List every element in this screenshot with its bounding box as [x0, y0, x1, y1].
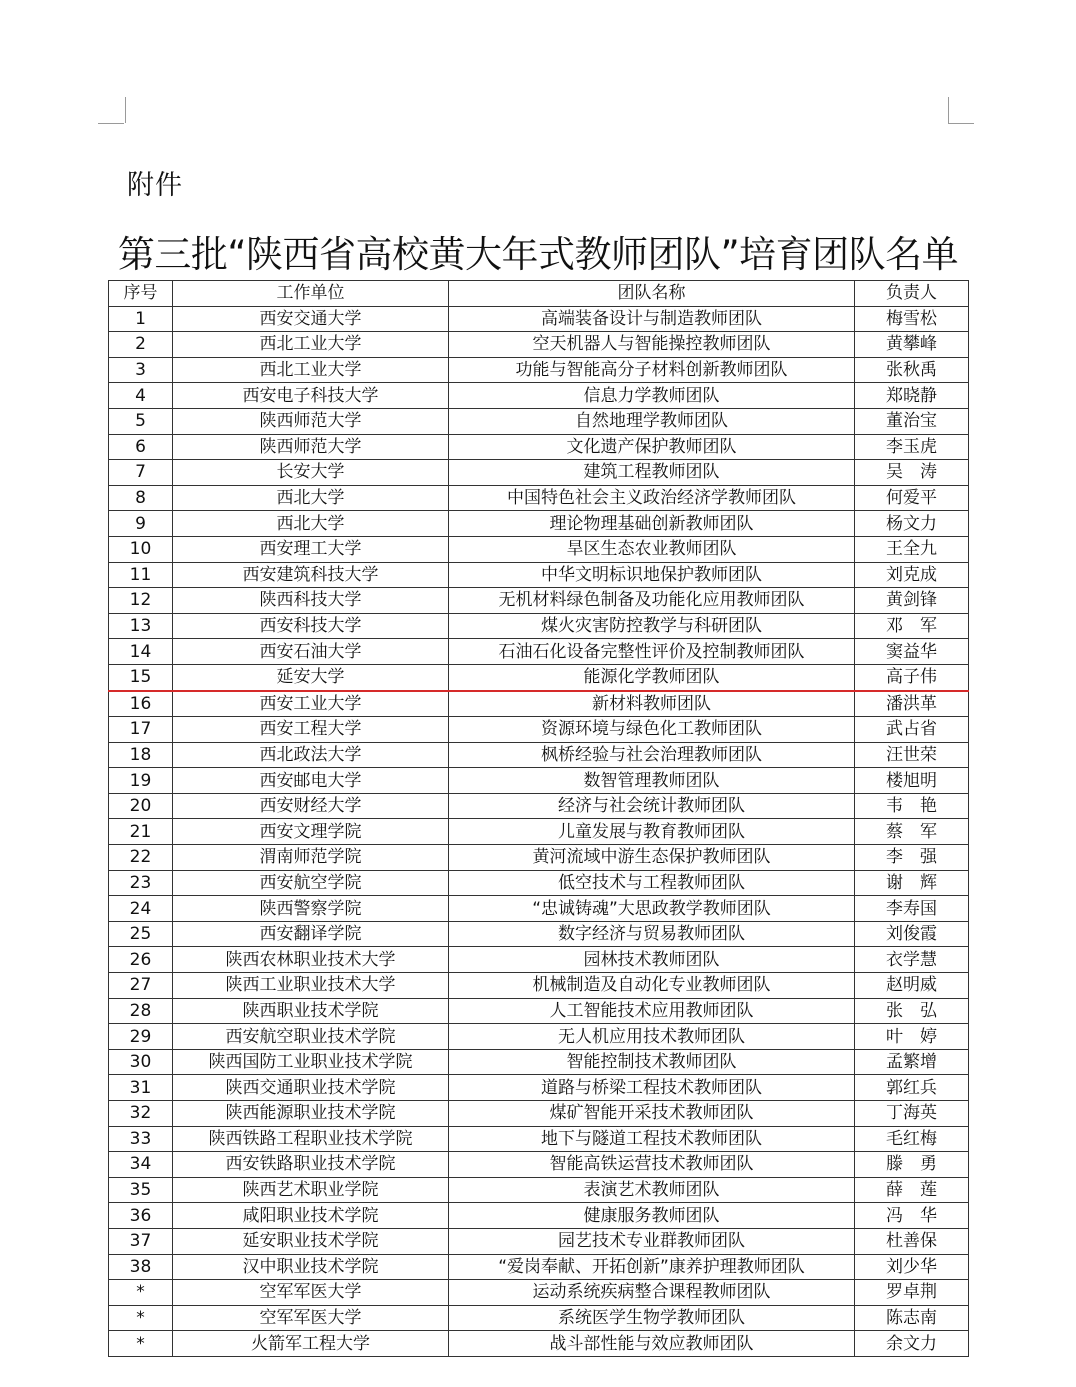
cell-unit: 陕西交通职业技术学院	[173, 1075, 449, 1101]
cell-leader: 滕 勇	[855, 1152, 969, 1178]
cell-unit: 空军军医大学	[173, 1280, 449, 1306]
cell-team: 运动系统疾病整合课程教师团队	[449, 1280, 855, 1306]
cell-no: 15	[109, 664, 173, 690]
cell-unit: 陕西能源职业技术学院	[173, 1101, 449, 1127]
cell-no: 9	[109, 511, 173, 537]
table-row	[109, 973, 969, 999]
cell-leader: 楼旭明	[855, 768, 969, 794]
cell-no: 31	[109, 1075, 173, 1101]
cell-unit: 汉中职业技术学院	[173, 1254, 449, 1280]
cell-team: 园林技术教师团队	[449, 947, 855, 973]
table-row	[109, 332, 969, 358]
cell-team: 高端装备设计与制造教师团队	[449, 306, 855, 332]
team-roster-table	[108, 280, 969, 1357]
cell-unit: 西安航空职业技术学院	[173, 1024, 449, 1050]
table-row	[109, 947, 969, 973]
cell-no: 2	[109, 332, 173, 358]
cell-leader: 李寿国	[855, 896, 969, 922]
cell-no: *	[109, 1305, 173, 1331]
cell-unit: 西安工程大学	[173, 717, 449, 743]
table-row	[109, 1177, 969, 1203]
table-row	[109, 1152, 969, 1178]
cell-leader: 汪世荣	[855, 742, 969, 768]
cell-leader: 郭红兵	[855, 1075, 969, 1101]
cell-leader: 吴 涛	[855, 460, 969, 486]
cell-leader: 刘克成	[855, 562, 969, 588]
cell-no: 35	[109, 1177, 173, 1203]
cell-unit: 陕西铁路工程职业技术学院	[173, 1126, 449, 1152]
cell-no: 6	[109, 434, 173, 460]
table-row	[109, 511, 969, 537]
cell-unit: 西安航空学院	[173, 870, 449, 896]
cell-team: “爱岗奉献、开拓创新”康养护理教师团队	[449, 1254, 855, 1280]
cell-team: 黄河流域中游生态保护教师团队	[449, 845, 855, 871]
column-header-team: 团队名称	[449, 281, 855, 307]
table-row	[109, 485, 969, 511]
cell-team: 空天机器人与智能操控教师团队	[449, 332, 855, 358]
cell-unit: 陕西艺术职业学院	[173, 1177, 449, 1203]
cell-leader: 薛 莲	[855, 1177, 969, 1203]
cell-team: 数智管理教师团队	[449, 768, 855, 794]
cell-leader: 潘洪革	[855, 691, 969, 717]
cell-leader: 李 强	[855, 845, 969, 871]
cell-team: 道路与桥梁工程技术教师团队	[449, 1075, 855, 1101]
cell-no: *	[109, 1331, 173, 1357]
cell-no: 30	[109, 1049, 173, 1075]
cell-team: 煤矿智能开采技术教师团队	[449, 1101, 855, 1127]
cell-leader: 张 弘	[855, 998, 969, 1024]
cell-team: 地下与隧道工程技术教师团队	[449, 1126, 855, 1152]
document-title: 第三批“陕西省高校黄大年式教师团队”培育团队名单	[117, 233, 959, 276]
cell-no: 18	[109, 742, 173, 768]
cell-unit: 陕西警察学院	[173, 896, 449, 922]
cell-no: 33	[109, 1126, 173, 1152]
cell-leader: 李玉虎	[855, 434, 969, 460]
cell-unit: 西安电子科技大学	[173, 383, 449, 409]
table-row	[109, 306, 969, 332]
cell-leader: 孟繁增	[855, 1049, 969, 1075]
cell-team: 信息力学教师团队	[449, 383, 855, 409]
cell-unit: 延安大学	[173, 664, 449, 690]
cell-team: 表演艺术教师团队	[449, 1177, 855, 1203]
cell-no: 25	[109, 921, 173, 947]
cell-unit: 西北工业大学	[173, 332, 449, 358]
cell-leader: 毛红梅	[855, 1126, 969, 1152]
cell-team: 理论物理基础创新教师团队	[449, 511, 855, 537]
cell-no: 21	[109, 819, 173, 845]
cell-no: *	[109, 1280, 173, 1306]
cell-leader: 叶 婷	[855, 1024, 969, 1050]
column-header-leader: 负责人	[855, 281, 969, 307]
table-row	[109, 1203, 969, 1229]
cell-no: 28	[109, 998, 173, 1024]
cell-unit: 西安科技大学	[173, 613, 449, 639]
cell-leader: 衣学慧	[855, 947, 969, 973]
cell-leader: 郑晓静	[855, 383, 969, 409]
cell-unit: 陕西国防工业职业技术学院	[173, 1049, 449, 1075]
cell-leader: 刘俊霞	[855, 921, 969, 947]
cell-unit: 长安大学	[173, 460, 449, 486]
cell-unit: 西安交通大学	[173, 306, 449, 332]
cell-unit: 渭南师范学院	[173, 845, 449, 871]
cell-unit: 陕西职业技术学院	[173, 998, 449, 1024]
cell-leader: 武占省	[855, 717, 969, 743]
cell-team: 健康服务教师团队	[449, 1203, 855, 1229]
cell-unit: 西安工业大学	[173, 691, 449, 717]
cell-leader: 梅雪松	[855, 306, 969, 332]
cell-team: 低空技术与工程教师团队	[449, 870, 855, 896]
cell-leader: 丁海英	[855, 1101, 969, 1127]
cell-unit: 陕西科技大学	[173, 588, 449, 614]
cell-team: 建筑工程教师团队	[449, 460, 855, 486]
cell-team: 儿童发展与教育教师团队	[449, 819, 855, 845]
table-row	[109, 819, 969, 845]
cell-no: 32	[109, 1101, 173, 1127]
cell-team: 自然地理学教师团队	[449, 408, 855, 434]
cell-no: 16	[109, 691, 173, 717]
cell-leader: 冯 华	[855, 1203, 969, 1229]
cell-unit: 西安文理学院	[173, 819, 449, 845]
table-row	[109, 793, 969, 819]
table-row	[109, 357, 969, 383]
cell-no: 38	[109, 1254, 173, 1280]
cell-leader: 杜善保	[855, 1228, 969, 1254]
cell-team: 战斗部性能与效应教师团队	[449, 1331, 855, 1357]
cell-leader: 赵明威	[855, 973, 969, 999]
table-row	[109, 1305, 969, 1331]
cell-leader: 窦益华	[855, 639, 969, 665]
table-row	[109, 562, 969, 588]
table-row	[109, 921, 969, 947]
cell-unit: 西安石油大学	[173, 639, 449, 665]
cell-team: 能源化学教师团队	[449, 664, 855, 690]
cell-leader: 蔡 军	[855, 819, 969, 845]
cell-unit: 西北政法大学	[173, 742, 449, 768]
table-row	[109, 613, 969, 639]
cell-unit: 西北大学	[173, 511, 449, 537]
cell-no: 20	[109, 793, 173, 819]
cell-unit: 火箭军工程大学	[173, 1331, 449, 1357]
cell-unit: 空军军医大学	[173, 1305, 449, 1331]
table-row	[109, 717, 969, 743]
cell-no: 5	[109, 408, 173, 434]
cell-no: 14	[109, 639, 173, 665]
table-row	[109, 408, 969, 434]
cell-no: 36	[109, 1203, 173, 1229]
cell-team: 智能高铁运营技术教师团队	[449, 1152, 855, 1178]
cell-team: 旱区生态农业教师团队	[449, 536, 855, 562]
table-row	[109, 1331, 969, 1357]
cell-no: 12	[109, 588, 173, 614]
cell-team: 文化遗产保护教师团队	[449, 434, 855, 460]
cell-no: 37	[109, 1228, 173, 1254]
table-row	[109, 1101, 969, 1127]
cell-no: 27	[109, 973, 173, 999]
table-row	[109, 1075, 969, 1101]
cell-leader: 邓 军	[855, 613, 969, 639]
cell-unit: 西安财经大学	[173, 793, 449, 819]
cell-no: 22	[109, 845, 173, 871]
cell-no: 7	[109, 460, 173, 486]
cell-team: 枫桥经验与社会治理教师团队	[449, 742, 855, 768]
cell-team: 人工智能技术应用教师团队	[449, 998, 855, 1024]
cell-team: 园艺技术专业群教师团队	[449, 1228, 855, 1254]
cell-team: 新材料教师团队	[449, 691, 855, 717]
cell-no: 8	[109, 485, 173, 511]
cell-team: 石油石化设备完整性评价及控制教师团队	[449, 639, 855, 665]
table-row	[109, 845, 969, 871]
cell-unit: 西北工业大学	[173, 357, 449, 383]
table-row	[109, 1126, 969, 1152]
cell-unit: 西安建筑科技大学	[173, 562, 449, 588]
cell-no: 1	[109, 306, 173, 332]
attachment-label: 附件	[127, 170, 183, 201]
cell-unit: 陕西师范大学	[173, 434, 449, 460]
table-row	[109, 639, 969, 665]
cell-team: 煤火灾害防控教学与科研团队	[449, 613, 855, 639]
cell-no: 34	[109, 1152, 173, 1178]
table-header-row	[109, 281, 969, 307]
cell-team: 数字经济与贸易教师团队	[449, 921, 855, 947]
cell-team: 无人机应用技术教师团队	[449, 1024, 855, 1050]
cell-unit: 陕西农林职业技术大学	[173, 947, 449, 973]
cell-unit: 延安职业技术学院	[173, 1228, 449, 1254]
cell-unit: 陕西师范大学	[173, 408, 449, 434]
table-row	[109, 588, 969, 614]
cell-leader: 张秋禹	[855, 357, 969, 383]
cell-team: 资源环境与绿色化工教师团队	[449, 717, 855, 743]
cell-leader: 董治宝	[855, 408, 969, 434]
table-row	[109, 460, 969, 486]
cell-leader: 罗卓荆	[855, 1280, 969, 1306]
cell-team: 无机材料绿色制备及功能化应用教师团队	[449, 588, 855, 614]
cell-leader: 杨文力	[855, 511, 969, 537]
table-row	[109, 536, 969, 562]
cell-team: 中华文明标识地保护教师团队	[449, 562, 855, 588]
table-row	[109, 768, 969, 794]
cell-leader: 黄攀峰	[855, 332, 969, 358]
cell-team: “忠诚铸魂”大思政教学教师团队	[449, 896, 855, 922]
cell-no: 23	[109, 870, 173, 896]
cell-no: 11	[109, 562, 173, 588]
column-header-unit: 工作单位	[173, 281, 449, 307]
table-row	[109, 434, 969, 460]
cell-leader: 谢 辉	[855, 870, 969, 896]
table-row	[109, 870, 969, 896]
cell-team: 中国特色社会主义政治经济学教师团队	[449, 485, 855, 511]
table-row	[109, 1254, 969, 1280]
cell-no: 13	[109, 613, 173, 639]
column-header-no: 序号	[109, 281, 173, 307]
cell-no: 17	[109, 717, 173, 743]
cell-leader: 王全九	[855, 536, 969, 562]
table-row	[109, 1024, 969, 1050]
cell-leader: 何爱平	[855, 485, 969, 511]
table-body	[109, 306, 969, 1356]
cell-leader: 刘少华	[855, 1254, 969, 1280]
cell-no: 29	[109, 1024, 173, 1050]
cell-unit: 咸阳职业技术学院	[173, 1203, 449, 1229]
table-row	[109, 998, 969, 1024]
cell-no: 3	[109, 357, 173, 383]
cell-unit: 西安铁路职业技术学院	[173, 1152, 449, 1178]
cell-no: 4	[109, 383, 173, 409]
table-row	[109, 664, 969, 690]
table-row	[109, 896, 969, 922]
cell-no: 19	[109, 768, 173, 794]
table-row	[109, 742, 969, 768]
cell-team: 系统医学生物学教师团队	[449, 1305, 855, 1331]
cell-team: 机械制造及自动化专业教师团队	[449, 973, 855, 999]
table-row	[109, 1280, 969, 1306]
cell-leader: 黄剑锋	[855, 588, 969, 614]
cell-leader: 韦 艳	[855, 793, 969, 819]
cell-team: 功能与智能高分子材料创新教师团队	[449, 357, 855, 383]
cell-no: 10	[109, 536, 173, 562]
table-row	[109, 691, 969, 717]
table-row	[109, 1228, 969, 1254]
cell-no: 26	[109, 947, 173, 973]
cell-leader: 余文力	[855, 1331, 969, 1357]
cell-team: 经济与社会统计教师团队	[449, 793, 855, 819]
cell-leader: 陈志南	[855, 1305, 969, 1331]
table-row	[109, 383, 969, 409]
cell-unit: 西安邮电大学	[173, 768, 449, 794]
cell-leader: 高子伟	[855, 664, 969, 690]
cell-unit: 西北大学	[173, 485, 449, 511]
cell-unit: 西安理工大学	[173, 536, 449, 562]
cell-unit: 陕西工业职业技术大学	[173, 973, 449, 999]
cell-no: 24	[109, 896, 173, 922]
table-row	[109, 1049, 969, 1075]
cell-team: 智能控制技术教师团队	[449, 1049, 855, 1075]
cell-unit: 西安翻译学院	[173, 921, 449, 947]
